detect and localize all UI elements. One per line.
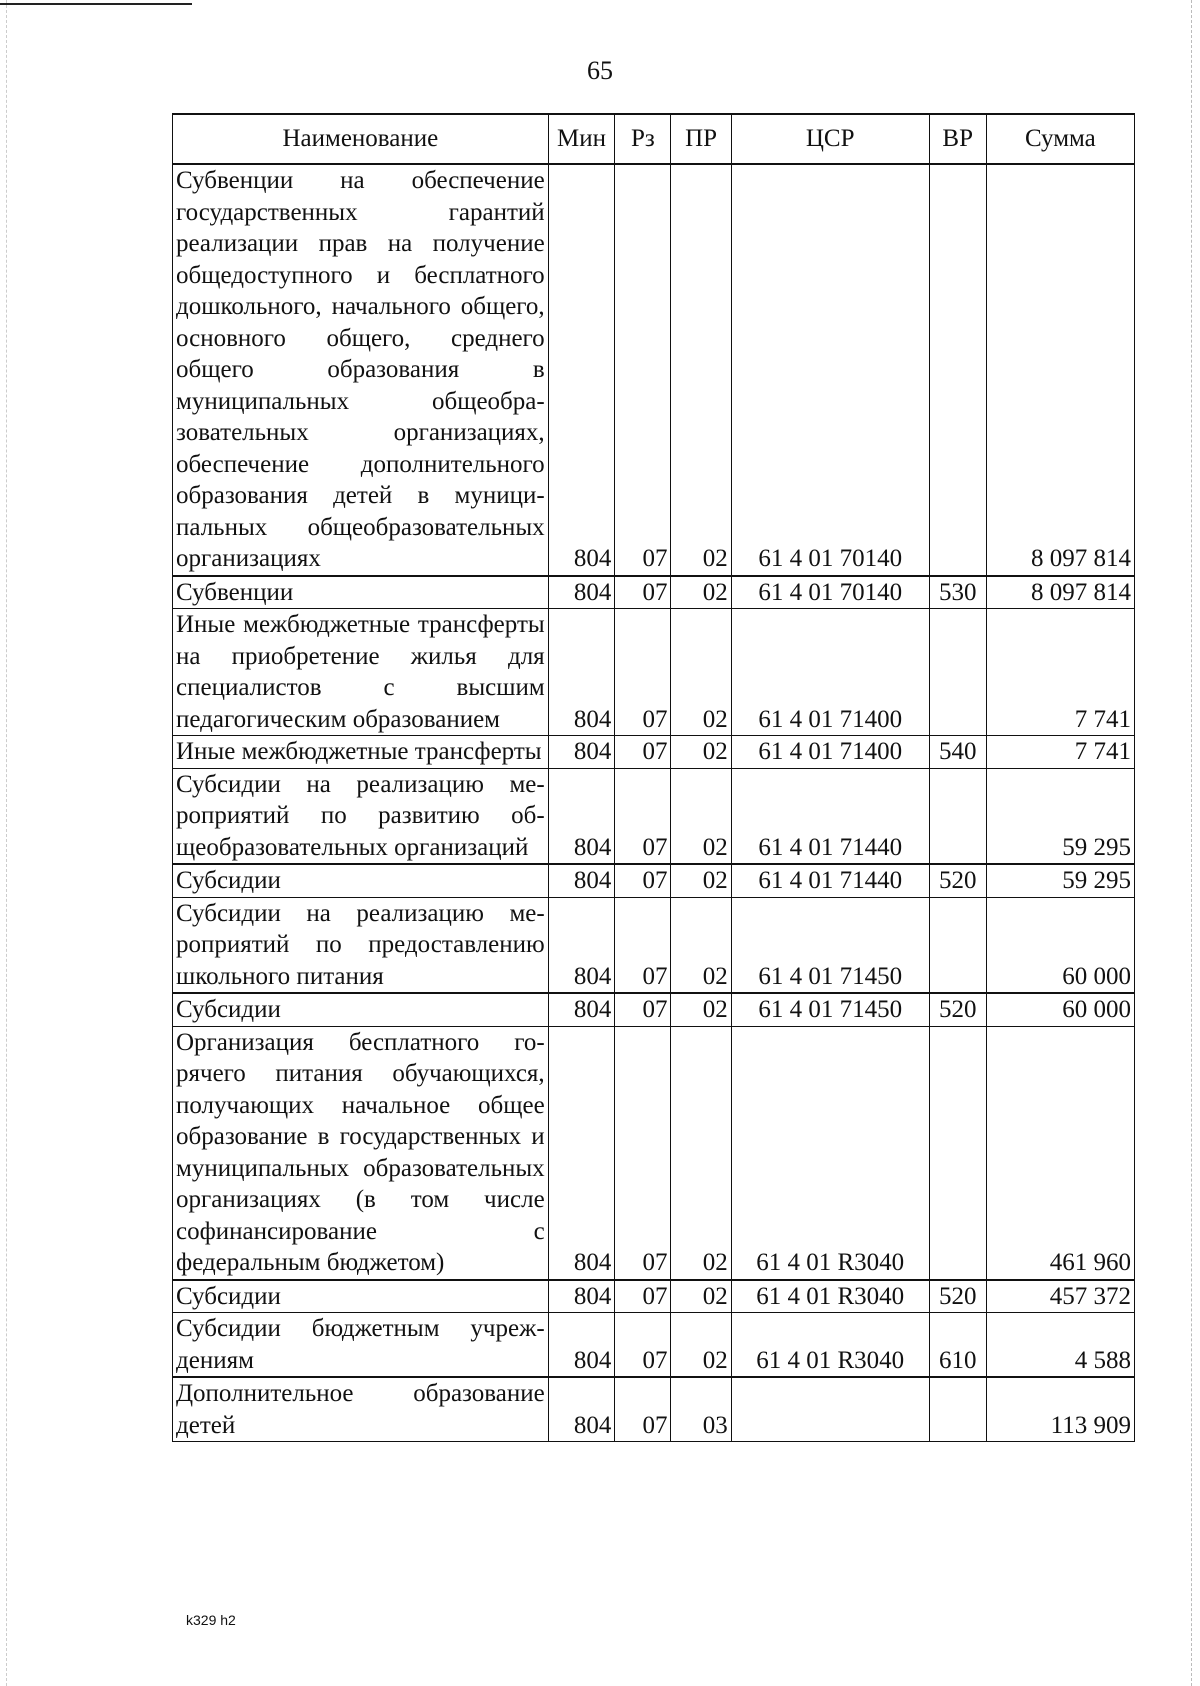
row-rz: 07: [615, 993, 671, 1026]
row-vr: [929, 1377, 986, 1442]
row-min: 804: [548, 1280, 615, 1313]
table-row: [173, 576, 1135, 609]
row-rz: 07: [615, 609, 671, 736]
row-csr: 61 4 01 R3040: [731, 1026, 929, 1280]
row-csr: 61 4 01 71440: [731, 864, 929, 897]
row-vr: 530: [929, 576, 986, 609]
row-sum: 59 295: [986, 768, 1134, 864]
row-vr: 520: [929, 1280, 986, 1313]
row-sum: 461 960: [986, 1026, 1134, 1280]
row-min: 804: [548, 1026, 615, 1280]
row-min: 804: [548, 864, 615, 897]
row-rz: 07: [615, 1313, 671, 1378]
row-name: Иные межбюджетные трансферты: [173, 736, 549, 769]
row-rz: 07: [615, 736, 671, 769]
row-min: 804: [548, 1377, 615, 1442]
row-pr: 02: [671, 993, 731, 1026]
row-sum: 60 000: [986, 993, 1134, 1026]
header-rz: Рз: [615, 114, 671, 164]
row-csr: 61 4 01 71400: [731, 609, 929, 736]
header-min: Мин: [548, 114, 615, 164]
row-min: 804: [548, 736, 615, 769]
row-min: 804: [548, 164, 615, 576]
row-name: Субсидии: [173, 993, 549, 1026]
table-row: [173, 897, 1135, 993]
table-row: [173, 864, 1135, 897]
header-pr: ПР: [671, 114, 731, 164]
row-csr: 61 4 01 70140: [731, 576, 929, 609]
row-vr: [929, 609, 986, 736]
row-pr: 02: [671, 897, 731, 993]
header-sum: Сумма: [986, 114, 1134, 164]
row-min: 804: [548, 993, 615, 1026]
row-pr: 02: [671, 576, 731, 609]
row-name: Субсидии бюджетным учреждениям: [173, 1313, 549, 1378]
row-rz: 07: [615, 897, 671, 993]
document-footer-code: k329 h2: [186, 1612, 236, 1628]
row-csr: 61 4 01 R3040: [731, 1280, 929, 1313]
row-name: Субвенции: [173, 576, 549, 609]
row-csr: 61 4 01 71400: [731, 736, 929, 769]
row-rz: 07: [615, 1026, 671, 1280]
row-min: 804: [548, 768, 615, 864]
header-vr: ВР: [929, 114, 986, 164]
scan-corner-mark: [0, 3, 192, 5]
table-row: [173, 609, 1135, 736]
row-pr: 02: [671, 768, 731, 864]
row-csr: 61 4 01 70140: [731, 164, 929, 576]
row-min: 804: [548, 1313, 615, 1378]
row-name: Субсидии: [173, 864, 549, 897]
row-sum: 457 372: [986, 1280, 1134, 1313]
scan-right-edge: [1191, 0, 1192, 1686]
row-vr: [929, 768, 986, 864]
table-row: [173, 993, 1135, 1026]
row-name: Субвенции на обеспечение государственных гарантий реализации прав на получение общедоступного и бесплатного дошкольного, начального общего, основного общего, среднего общего образования в муниципальных общеобразовательных организациях, обеспечение дополнительного образования детей в муниципальных общеобразовательных организациях: [173, 164, 549, 576]
row-sum: 8 097 814: [986, 164, 1134, 576]
row-pr: 03: [671, 1377, 731, 1442]
row-sum: 4 588: [986, 1313, 1134, 1378]
row-csr: 61 4 01 R3040: [731, 1313, 929, 1378]
row-pr: 02: [671, 1313, 731, 1378]
row-rz: 07: [615, 576, 671, 609]
row-pr: 02: [671, 864, 731, 897]
page-number: 65: [587, 56, 613, 85]
row-vr: [929, 897, 986, 993]
table-row: [173, 1313, 1135, 1378]
row-csr: 61 4 01 71440: [731, 768, 929, 864]
row-pr: 02: [671, 736, 731, 769]
row-sum: 113 909: [986, 1377, 1134, 1442]
row-name: Субсидии на реализацию мероприятий по предоставлению школьного питания: [173, 897, 549, 993]
row-pr: 02: [671, 1026, 731, 1280]
row-vr: 610: [929, 1313, 986, 1378]
row-csr: 61 4 01 71450: [731, 993, 929, 1026]
row-rz: 07: [615, 768, 671, 864]
row-vr: 520: [929, 993, 986, 1026]
table-row: [173, 1280, 1135, 1313]
row-name: Субсидии на реализацию мероприятий по развитию общеобразовательных организаций: [173, 768, 549, 864]
row-rz: 07: [615, 164, 671, 576]
row-rz: 07: [615, 1377, 671, 1442]
scan-left-edge: [6, 0, 7, 1686]
row-vr: [929, 164, 986, 576]
row-min: 804: [548, 609, 615, 736]
row-sum: 8 097 814: [986, 576, 1134, 609]
table-row: [173, 1026, 1135, 1280]
row-rz: 07: [615, 864, 671, 897]
row-rz: 07: [615, 1280, 671, 1313]
row-name: Иные межбюджетные трансферты на приобретение жилья для специалистов с высшим педагогическим образованием: [173, 609, 549, 736]
row-csr: [731, 1377, 929, 1442]
row-csr: 61 4 01 71450: [731, 897, 929, 993]
budget-table: [172, 113, 1135, 1442]
row-pr: 02: [671, 609, 731, 736]
row-vr: 520: [929, 864, 986, 897]
table-row: [173, 736, 1135, 769]
row-pr: 02: [671, 1280, 731, 1313]
row-name: Дополнительное образование детей: [173, 1377, 549, 1442]
table-row: [173, 1377, 1135, 1442]
header-name: Наименование: [173, 114, 549, 164]
table-row: [173, 164, 1135, 576]
row-pr: 02: [671, 164, 731, 576]
row-sum: 60 000: [986, 897, 1134, 993]
header-csr: ЦСР: [731, 114, 929, 164]
row-sum: 59 295: [986, 864, 1134, 897]
row-sum: 7 741: [986, 609, 1134, 736]
row-vr: [929, 1026, 986, 1280]
row-sum: 7 741: [986, 736, 1134, 769]
row-name: Субсидии: [173, 1280, 549, 1313]
table-row: [173, 768, 1135, 864]
row-min: 804: [548, 576, 615, 609]
table-header-row: [173, 114, 1135, 164]
row-name: Организация бесплатного горячего питания обучающихся, получающих начальное общее образование в государственных и муниципальных образовательных организациях (в том числе софинансирование с федеральным бюджетом): [173, 1026, 549, 1280]
row-vr: 540: [929, 736, 986, 769]
row-min: 804: [548, 897, 615, 993]
